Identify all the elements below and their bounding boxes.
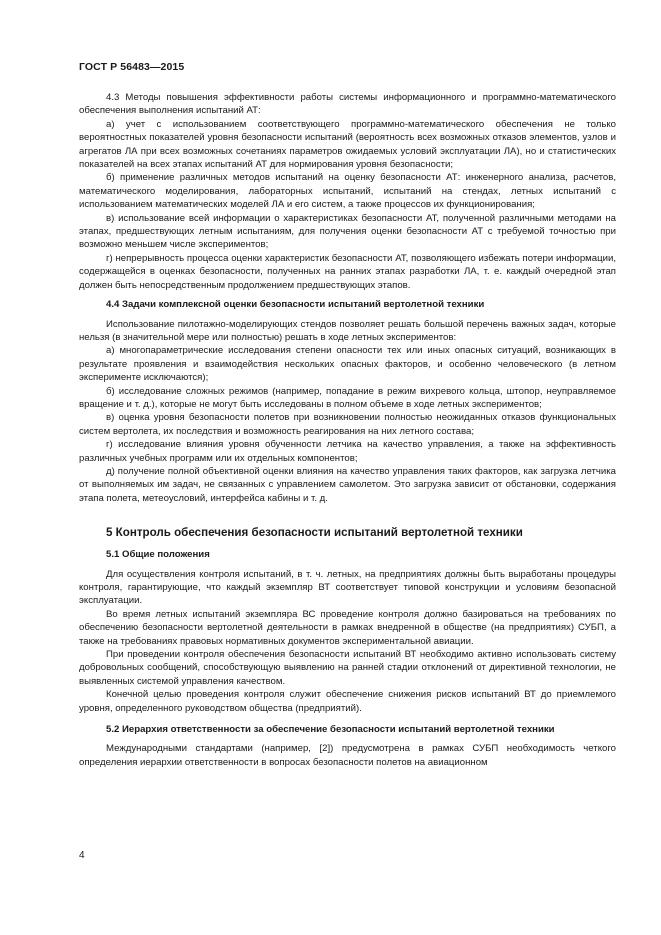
section-heading: 5 Контроль обеспечения безопасности испытаний вертолетной техники bbox=[106, 526, 523, 540]
paragraph: в) оценка уровня безопасности полетов при возникновении полностью неожиданных отказов функциональных систем вертолета, их последствия и возможность реагирования на них летного состава; bbox=[79, 412, 616, 437]
paragraph: Конечной целью проведения контроля служит обеспечение снижения рисков испытаний ВТ до приемлемого уровня, определенного руководством общества (предприятий). bbox=[79, 689, 616, 714]
paragraph: б) применение различных методов испытаний на оценку безопасности АТ: инженерного анализа, расчетов, математического моделирования, лабораторных испытаний, испытаний на стендах, летных испытаний с использованием математических моделей ЛА и его систем, а также процессов их функционирования; bbox=[79, 172, 616, 211]
paragraph: При проведении контроля обеспечения безопасности испытаний ВТ необходимо активно использовать систему добровольных сообщений, способствующую выявлению на ранней стадии отклонений от директивной технологии, не выявленных системой управления качеством. bbox=[79, 649, 616, 687]
paragraph: а) многопараметрические исследования степени опасности тех или иных опасных ситуаций, возникающих в результате проявления и взаимодействия нескольких опасных факторов, и особенно человеческого (в летном эксперименте исключаются); bbox=[79, 345, 616, 384]
paragraph: б) исследование сложных режимов (например, попадание в режим вихревого кольца, штопор, неуправляемое вращение и т. д.), которые не могут быть исследованы в полном объеме в ходе летных экспериментов; bbox=[79, 385, 616, 410]
paragraph: Международными стандартами (например, [2]) предусмотрена в рамках СУБП необходимость четкого определения иерархии ответственности в вопросах безопасности полетов на авиационном bbox=[79, 743, 616, 768]
paragraph: Во время летных испытаний экземпляра ВС проведение контроля должно базироваться на требованиях по обеспечению безопасности вертолетной деятельности в рамках внедренной в обществе (на предприятиях) СУБП, а также на требованиях правовых нормативных документов экспериментальной авиации. bbox=[79, 608, 616, 647]
subsection-heading: 5.1 Общие положения bbox=[106, 549, 210, 561]
subsection-heading: 4.4 Задачи комплексной оценки безопасности испытаний вертолетной техники bbox=[106, 299, 485, 311]
paragraph: Для осуществления контроля испытаний, в т. ч. летных, на предприятиях должны быть выработаны процедуры контроля, гарантирующие, что каждый экземпляр ВТ соответствует типовой конструкции и условиям безопасной эксплуатации. bbox=[79, 568, 616, 607]
subsection-heading: 5.2 Иерархия ответственности за обеспечение безопасности испытаний вертолетной техники bbox=[106, 724, 555, 736]
document-body bbox=[79, 91, 616, 769]
page-number: 4 bbox=[79, 850, 85, 861]
paragraph: д) получение полной объективной оценки влияния на качество управления таких факторов, как загрузка летчика от выполняемых им задач, не связанных с управлением самолетом. Это загрузка зависит от обстановки, содержания этапа полета, метеоусловий, интерфейса кабины и т. д. bbox=[79, 465, 616, 504]
page-header: ГОСТ Р 56483—2015 bbox=[79, 61, 185, 73]
paragraph: г) исследование влияния уровня обученности летчика на качество управления, а также на эффективность различных учебных программ или их отдельных компонентов; bbox=[79, 439, 616, 464]
paragraph: Использование пилотажно-моделирующих стендов позволяет решать большой перечень важных задач, которые нельзя (в значительной мере или полностью) решать в ходе летных экспериментов: bbox=[79, 318, 616, 343]
paragraph: 4.3 Методы повышения эффективности работы системы информационного и программно-математического обеспечения выполнения испытаний АТ: bbox=[79, 92, 616, 117]
paragraph: в) использование всей информации о характеристиках безопасности АТ, полученной различными методами на этапах, предшествующих летным испытаниям, для получения оценки безопасности АТ с требуемой точностью при возможно меньшем числе экспериментов; bbox=[79, 212, 616, 251]
paragraph: г) непрерывность процесса оценки характеристик безопасности АТ, позволяющего избежать потери информации, содержащейся в оценках безопасности, полученных на ранних этапах разработки ЛА, т. е. каждый очередной этап должен быть непосредственным продолжением предшествующих этапов. bbox=[79, 252, 616, 291]
paragraph: а) учет с использованием соответствующего программно-математического обеспечения не только вероятностных показателей уровня безопасности испытаний (вероятность всех возможных отказов элементов, узлов и агрегатов ЛА при всех возможных сочетаниях параметров ожидаемых условий эксплуатации ЛА), но и статистических показателей на всех этапах испытаний АТ для нормирования уровня безопасности; bbox=[79, 118, 616, 171]
